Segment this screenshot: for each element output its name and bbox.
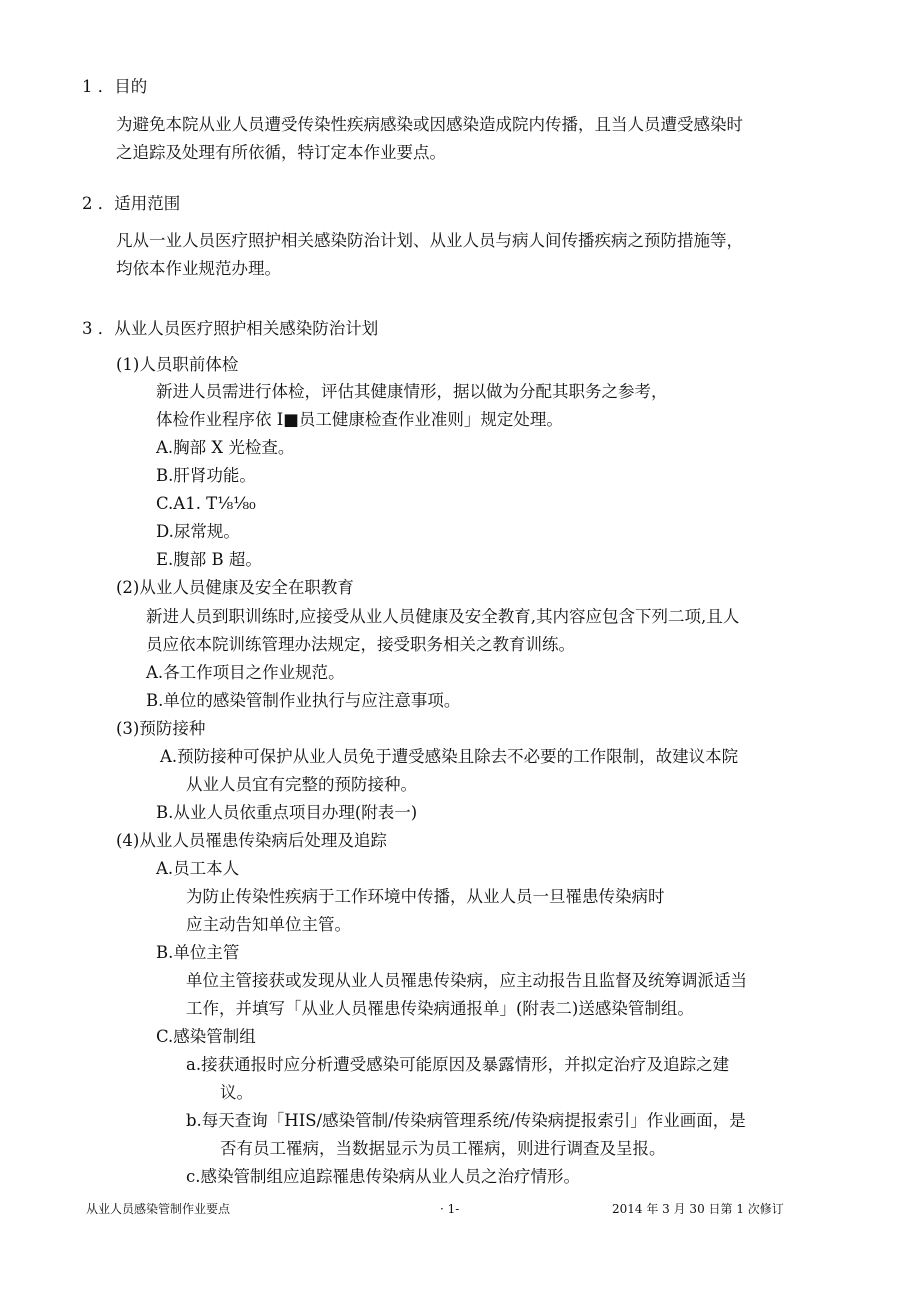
list-item: D.尿常规。 bbox=[156, 522, 240, 541]
subsection-1-title: (1)人员职前体检 bbox=[116, 355, 239, 374]
item-c-title: C.感染管制组 bbox=[156, 1027, 256, 1046]
paragraph-line: 为避免本院从业人员遭受传染性疾病感染或因感染造成院内传播，且当人员遭受感染时 bbox=[116, 115, 743, 134]
section-3-heading: 3 ．从业人员医疗照护相关感染防治计划 bbox=[82, 319, 379, 338]
subsection-3-title: (3)预防接种 bbox=[116, 719, 206, 738]
section-1-heading: 1 ．目的 bbox=[82, 77, 148, 96]
list-item: E.腹部 B 超。 bbox=[156, 550, 262, 569]
paragraph-line: 应主动告知单位主管。 bbox=[186, 915, 351, 934]
list-item-continuation: 从业人员宜有完整的预防接种。 bbox=[186, 775, 417, 794]
paragraph-line: 凡从一业人员医疗照护相关感染防治计划、从业人员与病人间传播疾病之预防措施等， bbox=[116, 231, 743, 250]
footer-document-title: 从业人员感染管制作业要点 bbox=[86, 1202, 231, 1216]
section-2-heading: 2 ．适用范围 bbox=[82, 194, 181, 213]
list-item: b.每天查询「HIS/感染管制/传染病管理系统/传染病提报索引」作业画面，是 bbox=[186, 1111, 746, 1130]
list-item: B.肝肾功能。 bbox=[156, 466, 256, 485]
paragraph-line: 员应依本院训练管理办法规定，接受职务相关之教育训练。 bbox=[146, 635, 575, 654]
list-item: C.A1. T⅛⅛₀ bbox=[156, 494, 256, 513]
paragraph-line: 均依本作业规范办理。 bbox=[116, 259, 281, 278]
paragraph-line: 新进人员到职训练时,应接受从业人员健康及安全教育,其内容应包含下列二项,且人 bbox=[146, 607, 740, 626]
list-item: A.胸部 X 光检查。 bbox=[156, 438, 295, 457]
list-item: A.预防接种可保护从业人员免于遭受感染且除去不必要的工作限制，故建议本院 bbox=[160, 747, 739, 766]
list-item: a.接获通报时应分析遭受感染可能原因及暴露情形，并拟定治疗及追踪之建 bbox=[186, 1055, 730, 1074]
item-b-title: B.单位主管 bbox=[156, 943, 240, 962]
list-item: B.单位的感染管制作业执行与应注意事项。 bbox=[146, 691, 461, 710]
paragraph-line: 为防止传染性疾病于工作环境中传播，从业人员一旦罹患传染病时 bbox=[186, 887, 665, 906]
paragraph-line: 之追踪及处理有所依循，特订定本作业要点。 bbox=[116, 143, 446, 162]
list-item: c.感染管制组应追踪罹患传染病从业人员之治疗情形。 bbox=[186, 1167, 580, 1186]
paragraph-line: 单位主管接获或发现从业人员罹患传染病，应主动报告且监督及统筹调派适当 bbox=[186, 971, 747, 990]
paragraph-line: 新进人员需进行体检，评估其健康情形，据以做为分配其职务之参考， bbox=[156, 382, 668, 401]
list-item-continuation: 否有员工罹病，当数据显示为员工罹病，则进行调查及呈报。 bbox=[220, 1139, 666, 1158]
list-item-continuation: 议。 bbox=[220, 1083, 253, 1102]
footer-revision-date: 2014 年 3 月 30 日第 1 次修订 bbox=[612, 1202, 784, 1216]
list-item: A.各工作项目之作业规范。 bbox=[146, 663, 345, 682]
subsection-2-title: (2)从业人员健康及安全在职教育 bbox=[116, 578, 354, 597]
list-item: B.从业人员依重点项目办理(附表一) bbox=[156, 803, 418, 822]
paragraph-line: 体检作业程序依 I■员工健康检查作业准则」规定处理。 bbox=[156, 410, 563, 429]
paragraph-line: 工作，并填写「从业人员罹患传染病通报单」(附表二)送感染管制组。 bbox=[186, 999, 694, 1018]
item-a-title: A.员工本人 bbox=[156, 859, 240, 878]
page-number: · 1- bbox=[440, 1202, 460, 1216]
subsection-4-title: (4)从业人员罹患传染病后处理及追踪 bbox=[116, 831, 387, 850]
